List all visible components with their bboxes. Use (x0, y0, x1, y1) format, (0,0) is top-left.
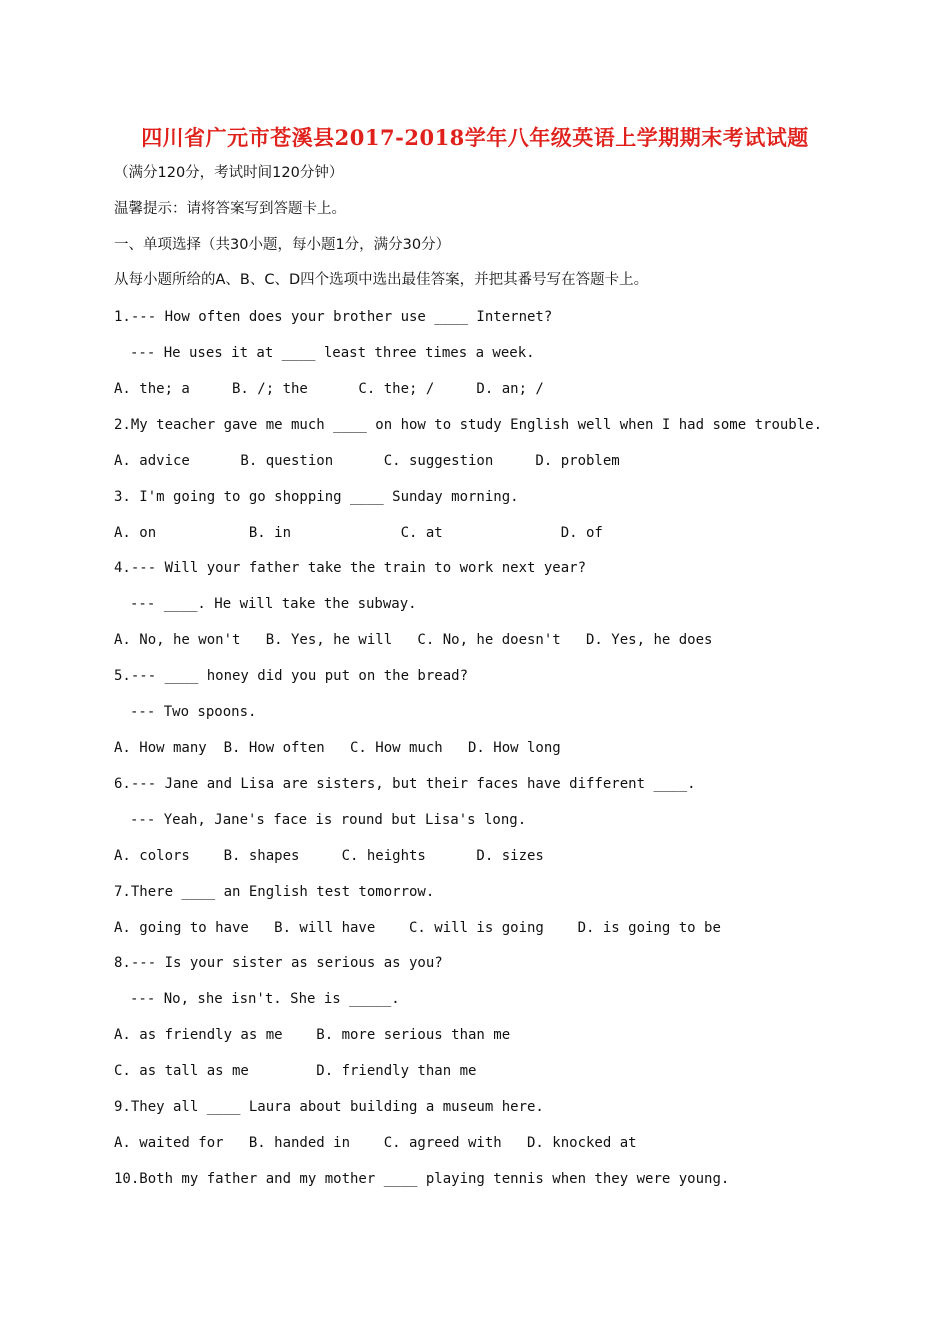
question-4-reply: --- ____. He will take the subway. (130, 596, 417, 612)
question-5-options: A. How many B. How often C. How much D. How long (114, 740, 561, 756)
exam-title: 四川省广元市苍溪县2017-2018学年八年级英语上学期期末考试试题 (141, 125, 809, 150)
question-2-stem: 2.My teacher gave me much ____ on how to study English well when I had some trouble. (114, 417, 823, 433)
section-instruction: 从每小题所给的A、B、C、D四个选项中选出最佳答案，并把其番号写在答题卡上。 (114, 272, 649, 288)
question-1-options: A. the; a B. /; the C. the; / D. an; / (114, 381, 544, 397)
question-4-options: A. No, he won't B. Yes, he will C. No, he doesn't D. Yes, he does (114, 632, 713, 648)
score-info: （满分120分，考试时间120分钟） (114, 165, 344, 181)
question-6-reply: --- Yeah, Jane's face is round but Lisa's long. (130, 812, 527, 828)
question-6-stem: 6.--- Jane and Lisa are sisters, but their faces have different ____. (114, 776, 696, 792)
question-3-options: A. on B. in C. at D. of (114, 525, 603, 541)
question-8-options-b: C. as tall as me D. friendly than me (114, 1063, 477, 1079)
question-9-stem: 9.They all ____ Laura about building a museum here. (114, 1099, 544, 1115)
question-3-stem: 3. I'm going to go shopping ____ Sunday morning. (114, 489, 519, 505)
question-7-options: A. going to have B. will have C. will is going D. is going to be (114, 920, 721, 936)
question-1-reply: --- He uses it at ____ least three times a week. (130, 345, 535, 361)
question-6-options: A. colors B. shapes C. heights D. sizes (114, 848, 544, 864)
question-8-reply: --- No, she isn't. She is _____. (130, 991, 400, 1007)
section-heading: 一、单项选择（共30小题，每小题1分，满分30分） (114, 237, 451, 253)
question-8-options-a: A. as friendly as me B. more serious than me (114, 1027, 511, 1043)
question-9-options: A. waited for B. handed in C. agreed with D. knocked at (114, 1135, 637, 1151)
tip-text: 温馨提示：请将答案写到答题卡上。 (114, 201, 346, 217)
question-5-reply: --- Two spoons. (130, 704, 257, 720)
question-1-stem: 1.--- How often does your brother use ____ Internet? (114, 309, 553, 325)
question-8-stem: 8.--- Is your sister as serious as you? (114, 955, 443, 971)
question-4-stem: 4.--- Will your father take the train to work next year? (114, 560, 587, 576)
question-7-stem: 7.There ____ an English test tomorrow. (114, 884, 435, 900)
question-5-stem: 5.--- ____ honey did you put on the bread? (114, 668, 469, 684)
question-10-stem: 10.Both my father and my mother ____ playing tennis when they were young. (114, 1171, 730, 1187)
question-2-options: A. advice B. question C. suggestion D. problem (114, 453, 620, 469)
